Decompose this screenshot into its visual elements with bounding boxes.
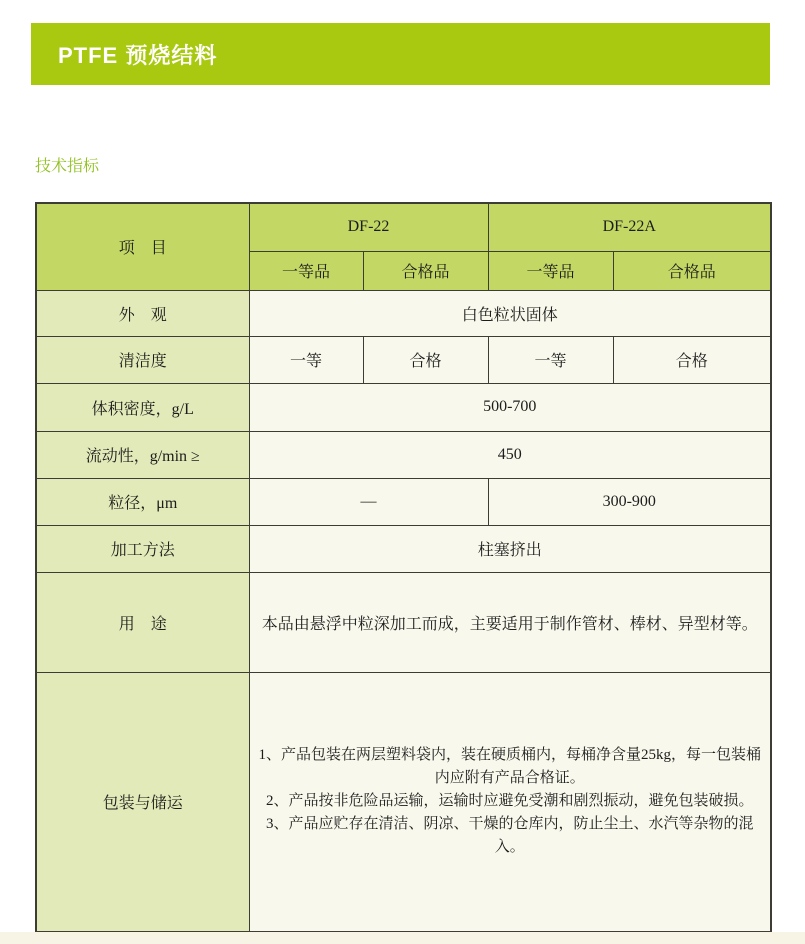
subcol-df22-first-grade: 一等品 — [249, 251, 363, 290]
row-label: 清洁度 — [36, 336, 249, 383]
row-label: 体积密度，g/L — [36, 383, 249, 431]
packaging-line-1: 1、产品包装在两层塑料袋内，装在硬质桶内，每桶净含量25kg，每一包装桶内应附有产品合格证。 — [258, 747, 761, 787]
cleanliness-df22a-first: 一等 — [488, 336, 613, 383]
cleanliness-df22-qualified: 合格 — [363, 336, 488, 383]
bulk-density-value: 500-700 — [249, 383, 771, 431]
processing-method-value: 柱塞挤出 — [249, 525, 771, 572]
appearance-value: 白色粒状固体 — [249, 290, 771, 336]
row-label: 粒径，μm — [36, 478, 249, 525]
section-heading: 技术指标 — [35, 158, 100, 175]
row-appearance — [36, 290, 771, 336]
row-packaging-storage — [36, 672, 771, 932]
usage-value: 本品由悬浮中粒深加工而成，主要适用于制作管材、棒材、异型材等。 — [249, 572, 771, 672]
footer-strip — [0, 932, 805, 944]
header-item-cell: 项 目 — [36, 203, 249, 290]
row-usage — [36, 572, 771, 672]
row-processing-method — [36, 525, 771, 572]
row-cleanliness — [36, 336, 771, 383]
row-flowability — [36, 431, 771, 478]
packaging-storage-value — [249, 672, 771, 932]
particle-size-df22: — — [249, 478, 488, 525]
row-bulk-density — [36, 383, 771, 431]
flowability-value: 450 — [249, 431, 771, 478]
cleanliness-df22-first: 一等 — [249, 336, 363, 383]
page-title: PTFE 预烧结料 — [58, 42, 218, 68]
row-particle-size — [36, 478, 771, 525]
row-label: 加工方法 — [36, 525, 249, 572]
header-group-df22: DF-22 — [249, 203, 488, 251]
subcol-df22-qualified: 合格品 — [363, 251, 488, 290]
row-label: 流动性，g/min ≥ — [36, 431, 249, 478]
particle-size-df22a: 300-900 — [488, 478, 771, 525]
title-bar — [31, 23, 770, 85]
packaging-line-2: 2、产品按非危险品运输，运输时应避免受潮和剧烈振动，避免包装破损。 — [265, 793, 754, 810]
spec-table — [35, 202, 772, 933]
row-label: 包装与储运 — [36, 672, 249, 932]
packaging-line-3: 3、产品应贮存在清洁、阴凉、干燥的仓库内，防止尘土、水汽等杂物的混入。 — [265, 816, 754, 856]
cleanliness-df22a-qualified: 合格 — [613, 336, 771, 383]
row-label: 外 观 — [36, 290, 249, 336]
row-label: 用 途 — [36, 572, 249, 672]
header-group-df22a: DF-22A — [488, 203, 771, 251]
subcol-df22a-qualified: 合格品 — [613, 251, 771, 290]
table-header-row — [36, 203, 771, 251]
subcol-df22a-first-grade: 一等品 — [488, 251, 613, 290]
